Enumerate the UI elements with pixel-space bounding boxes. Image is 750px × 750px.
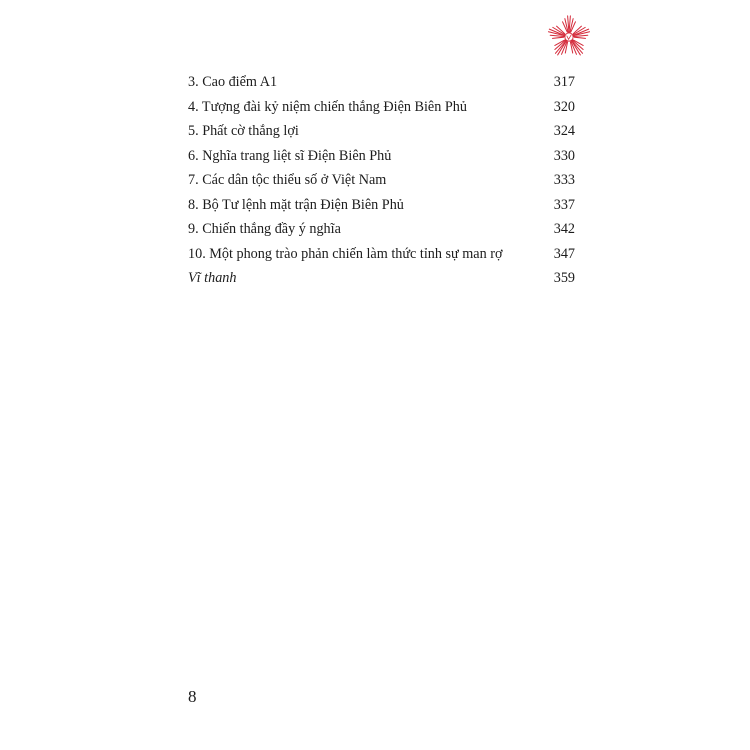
toc-entry bbox=[188, 242, 575, 267]
toc-entry-page: 330 bbox=[553, 147, 575, 164]
toc-entry-title: 3. Cao điểm A1 bbox=[188, 74, 278, 90]
toc-entry-title: Vĩ thanh bbox=[188, 270, 237, 286]
toc-entry bbox=[188, 70, 575, 95]
toc-entry-title: 7. Các dân tộc thiểu số ở Việt Nam bbox=[188, 172, 387, 188]
toc-entry-page: 359 bbox=[553, 270, 575, 286]
toc-entry bbox=[188, 193, 575, 218]
toc-entry-page: 337 bbox=[553, 196, 575, 213]
toc-entry-title: 4. Tượng đài kỷ niệm chiến thắng Điện Biên Phủ bbox=[188, 98, 467, 115]
toc-entry bbox=[188, 266, 575, 291]
toc-entry-title: 10. Một phong trào phản chiến làm thức tỉnh sự man rợ bbox=[188, 245, 503, 262]
toc-entry-page: 320 bbox=[553, 98, 575, 115]
toc-entry bbox=[188, 144, 575, 169]
toc-entry-title: 8. Bộ Tư lệnh mặt trận Điện Biên Phủ bbox=[188, 196, 404, 213]
toc-entry-page: 324 bbox=[553, 123, 575, 139]
red-star-emblem-icon bbox=[546, 14, 592, 60]
toc-entry-title: 6. Nghĩa trang liệt sĩ Điện Biên Phủ bbox=[188, 147, 392, 164]
toc-entry-page: 347 bbox=[553, 245, 575, 262]
toc-entry bbox=[188, 95, 575, 120]
toc-entry bbox=[188, 217, 575, 242]
toc-entry-page: 333 bbox=[553, 172, 575, 188]
toc-entry bbox=[188, 119, 575, 144]
toc-entry-title: 5. Phất cờ thắng lợi bbox=[188, 123, 299, 139]
toc-entry-page: 317 bbox=[553, 74, 575, 90]
toc-entry bbox=[188, 168, 575, 193]
toc-entry-page: 342 bbox=[553, 221, 575, 237]
table-of-contents bbox=[188, 70, 575, 291]
toc-entry-title: 9. Chiến thắng đầy ý nghĩa bbox=[188, 221, 341, 237]
page-number: 8 bbox=[188, 687, 197, 706]
